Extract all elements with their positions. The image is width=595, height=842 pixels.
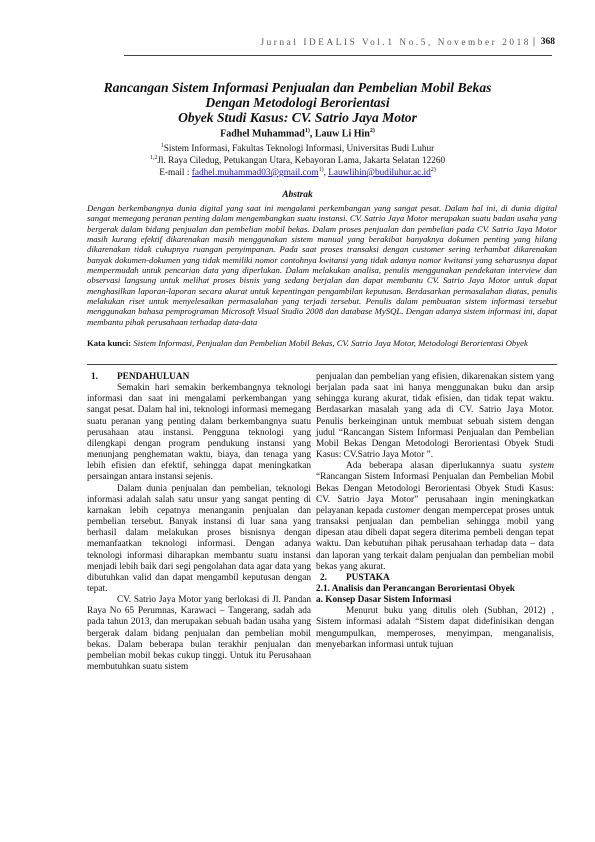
title-line-1: Rancangan Sistem Informasi Penjualan dan Pembelian Mobil Bekas	[103, 80, 492, 95]
email-line	[0, 165, 595, 179]
journal-name: Jurnal IDEALIS Vol.1 No.5, November 2018	[260, 37, 531, 47]
paper-title	[0, 80, 595, 125]
running-head	[0, 37, 595, 51]
italic-term: system	[529, 461, 554, 472]
email-label: E-mail :	[159, 168, 192, 179]
author-list	[0, 128, 595, 139]
left-column	[87, 372, 311, 673]
header-separator: |	[532, 36, 535, 47]
author-sep: ,	[309, 128, 315, 140]
keywords	[87, 338, 557, 348]
title-line-2: Dengan Metodologi Berorientasi	[205, 95, 390, 110]
section-2-number: 2.	[320, 572, 327, 583]
author-2-sup: 2)	[369, 128, 375, 134]
aff-2-text: Jl. Raya Ciledug, Petukangan Utara, Kebayoran Lama, Jakarta Selatan 12260	[157, 156, 446, 167]
paragraph: Semakin hari semakin berkembangnya teknologi informasi dan saat ini mengalami perkembangan yang sangat pesat. Dalam hal ini, teknologi informasi memegang suatu peranan yang penting dalam berkembangnya suatu perusahaan atau instansi. Pengguna teknologi yang dilengkapi dengan program pendukung instansi yang menunjang penghematan waktu, biaya, dan tenaga yang lebih efisien dan efektif, sehingga dapat meningkatkan persaingan antara instansi sejenis.	[87, 383, 311, 483]
email-1-sup: 1)	[318, 167, 324, 173]
section-2-heading	[316, 573, 554, 584]
email-link-2[interactable]: Lauwlihin@budiluhur.ac.id	[328, 168, 431, 179]
title-line-3: Obyek Studi Kasus: CV. Satrio Jaya Motor	[178, 110, 417, 125]
aff-1-sup: 1	[160, 143, 164, 149]
section-2-title: PUSTAKA	[346, 572, 390, 583]
paragraph: Menurut buku yang ditulis oleh (Subhan, 2012) , Sistem informasi adalah “Sistem dapat didefinisikan dengan mengumpulkan, memperoses, menyimpan, menganalisis, menyebarkan informasi untuk tujuan	[316, 606, 554, 650]
subsection-2-1-heading: 2.1. Analisis dan Perancangan Berorientasi Obyek	[316, 583, 515, 594]
aff-1-text: Sistem Informasi, Fakultas Teknologi Informasi, Universitas Budi Luhur	[163, 144, 435, 155]
paragraph: Dalam dunia penjualan dan pembelian, teknologi informasi adalah salah satu unsur yang sangat penting di karnakan lebih cepatnya menanganin penjualan dan pembelian tersebut. Banyak instansi di luar sana yang berhasil dalam melakukan proses bisnisnya dengan memanfaatkan teknologi informasi. Dengan adanya teknologi informasi diharapkan membantu suatu instansi menjadi lebih baik dari segi pengolahan data agar data yang dibutuhkan valid dan dapat mengambil keputusan dengan tepat.	[87, 483, 311, 594]
keywords-label: Kata kunci:	[87, 338, 132, 348]
section-1-number: 1.	[91, 372, 98, 382]
italic-term: customer	[386, 505, 421, 516]
paragraph: penjualan dan pembelian yang efisien, dikarenakan sistem yang berjalan pada saat ini hanya menggunakan buku dan arsip sehingga kurang akurat, tidak efisien, dan tidak tepat waktu. Berdasarkan masalah yang ada di CV. Satrio Jaya Motor. Penulis berkeinginan untuk membuat sebuah sistem dengan judul “Rancangan Sistem Informasi Penjualan dan Pembelian Mobil Bekas Dengan Metodologi Berorientasi Obyek Studi Kasus: CV.Satrio Jaya Motor ”.	[316, 372, 554, 461]
abstract-rule	[87, 364, 557, 365]
author-1: Fadhel Muhammad	[220, 128, 305, 140]
section-1-title: PENDAHULUAN	[117, 372, 190, 382]
abstract-heading: Abstrak	[282, 190, 313, 200]
right-column	[316, 372, 554, 651]
author-1-sup: 1)	[304, 128, 310, 134]
paragraph-part: Ada beberapa alasan diperlukannya suatu	[346, 461, 530, 472]
page-number: 368	[540, 37, 555, 47]
paragraph	[316, 461, 554, 573]
email-sep: ,	[323, 168, 329, 179]
abstract-text: Dengan berkembangnya dunia digital yang saat ini mengalami perkembangan yang sangat pesat. Dalam hal ini, di dunia digital sangat memegang peranan penting dalam mengembangkan suatu instansi. CV. Satrio Jaya Motor merupakan suatu badan usaha yang bergerak dalam bidang penjualan dan pembelian mobil bekas. Dalam proses penjualan dan pembelian pada CV. Satrio Jaya Motor masih kurang efektif dikarenakan masih menggunakan sistem manual yang berakibat banyaknya dokumen penting yang hilang dikarenakan tidak cukupnya ruangan penyimpanan. Pada saat proses transaksi dengan customer sering terhambat dikarenakan banyak dokumen-dokumen yang tidak memiliki nomor contohnya kwitansi yang tidak adanya nomor kwitansi yang seharusnya dapat mempermudah untuk pencarian data yang diperlukan. Dalam melakukan analisa, penulis menggunakan pendekatan interview dan observasi langsung untuk melihat proses bisnis yang sedang berjalan dan dapat membantu CV. Satrio Jaya Motor untuk dapat menghasilkan laporan-laporan secara akurat untuk kepentingan pengambilan keputusan. Berdasarkan permasalahan diatas, penulis melakukan riset untuk menyelesaikan permasalahan yang terjadi tersebut. Penulis dalam pembuatan sistem informasi tersebut menggunakan bahasa pemprograman Microsoft Visual Studio 2008 dan database MySQL. Dengan adanya sistem informasi ini, dapat membantu pihak perusahaan terhadap data-data	[87, 203, 557, 327]
email-link-1[interactable]: fadhel.muhammad03@gmail.com	[191, 168, 319, 179]
author-2: Lauw Li Hin	[314, 128, 370, 140]
email-2-sup: 2)	[430, 167, 436, 173]
keywords-text: Sistem Informasi, Penjualan dan Pembelian Mobil Bekas, CV. Satrio Jaya Motor, Metodologi Berorientasi Obyek	[133, 338, 528, 348]
paragraph-part: “Rancangan Sistem Informasi Penjualan dan Pembelian Mobil Bekas Dengan Metodologi Berorientasi Obyek Studi Kasus: CV. Satrio Jaya Motor” perusahaan ingin meningkatkan pelayanan kepada	[316, 472, 554, 516]
paragraph-part: dengan mempercepat proses untuk transaksi penjualan dan pembelian sehingga mobil yang dipesan atau dibeli dapat segera diterima pembeli dengan tepat waktu. Dan kebutuhan pihak perusahaan terhadap data – data dan laporan yang terkait dalam penjualan dan pembelian mobil bekas yang akurat.	[316, 505, 555, 572]
section-1-heading	[87, 372, 311, 383]
header-rule	[124, 55, 552, 56]
subsection-a-heading: a. Konsep Dasar Sistem Informasi	[316, 595, 452, 606]
aff-2-sup: 1,2	[149, 155, 158, 161]
paragraph: CV. Satrio Jaya Motor yang berlokasi di Jl. Pandan Raya No 65 Perumnas, Karawaci – Tangerang, sadah ada pada tahun 2013, dan merupakan sebuah badan usaha yang bergerak dalam bidang penjualan dan pembelian mobil bekas. Dalam beberapa bulan terakhir penjualan dan pembelian mobil bekas cukup tinggi. Untuk itu Perusahaan membutuhkan suatu sistem	[87, 595, 311, 673]
